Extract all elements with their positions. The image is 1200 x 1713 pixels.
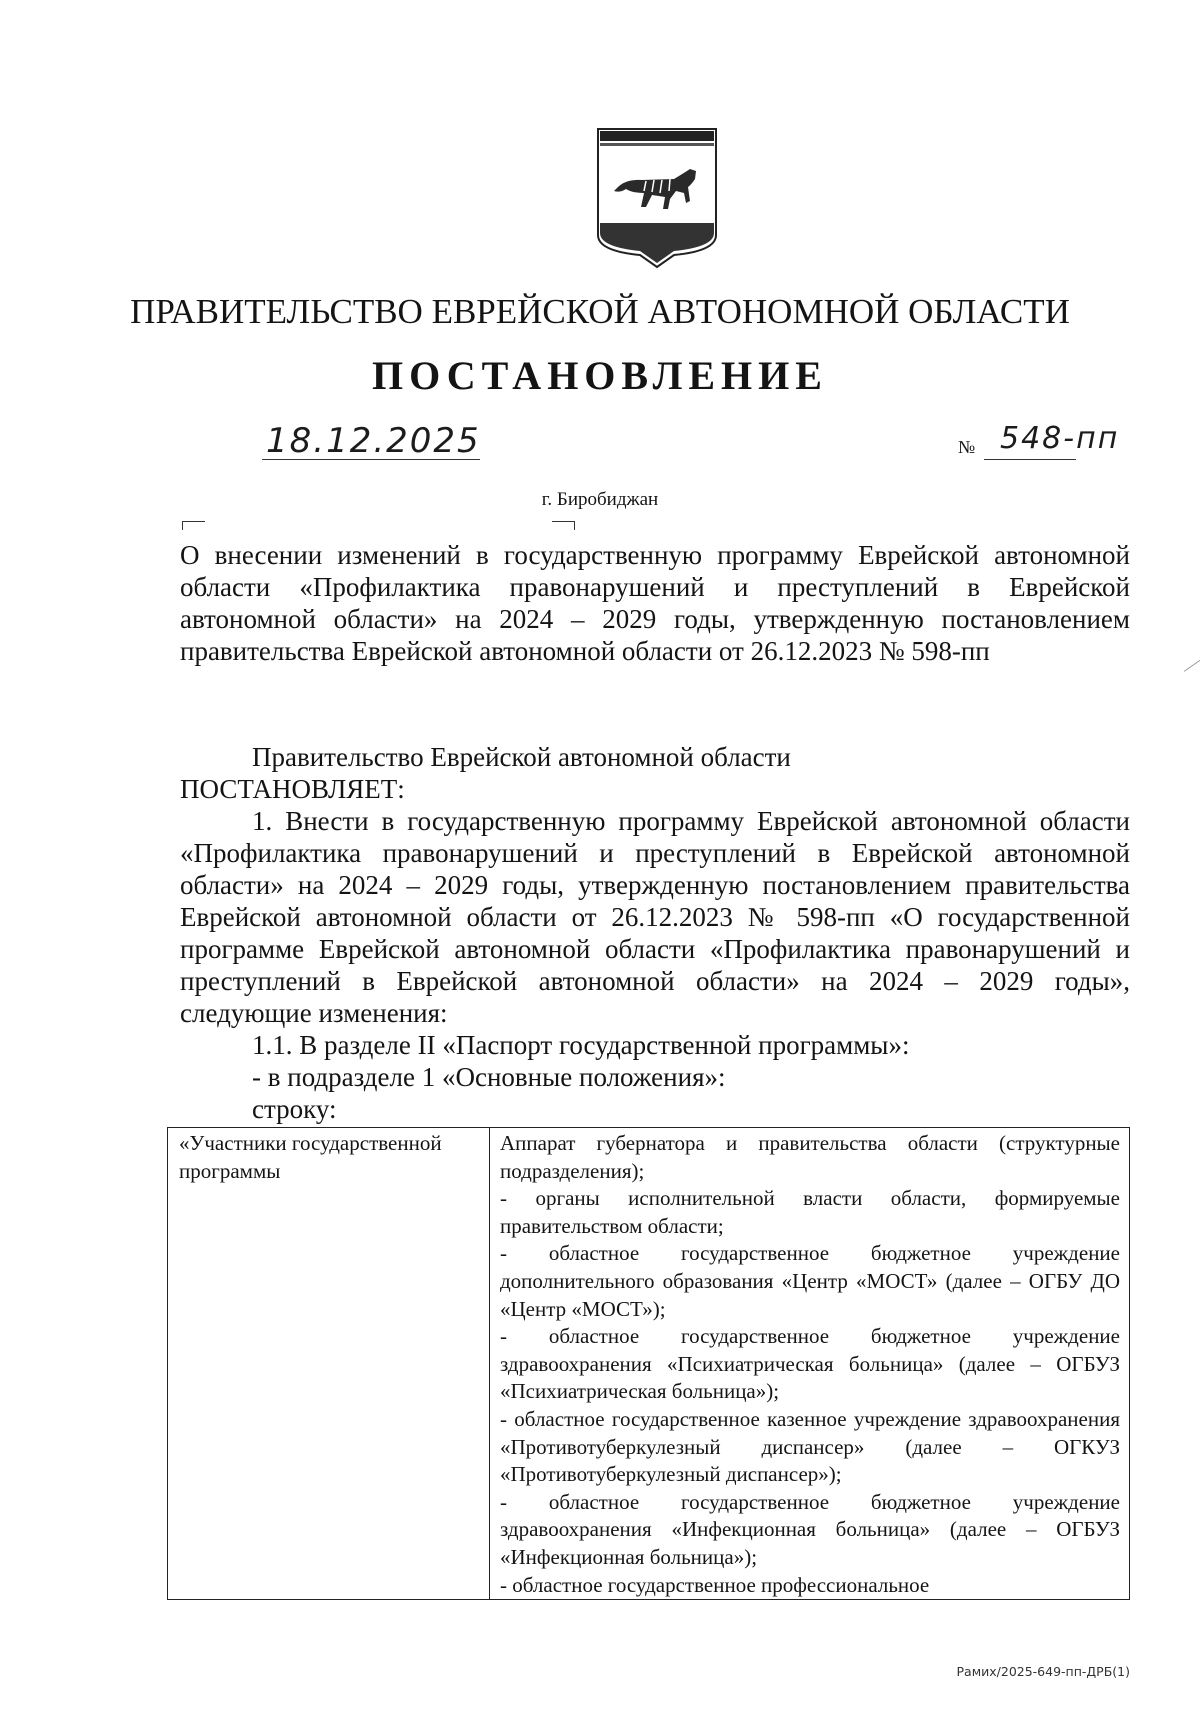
list-item: - областное государственное бюджетное учреждение здравоохранения «Психиатрическая больница» (далее – ОГБУЗ «Психиатрическая больница»); [500,1324,1120,1404]
number-sign: № [958,437,976,457]
table-value-cell [490,1128,1130,1600]
list-item: - областное государственное казенное учреждение здравоохранения «Противотуберкулезный диспансер» (далее – ОГКУЗ «Противотуберкулезный диспансер»); [500,1406,1120,1487]
subsection-1: - в подразделе 1 «Основные положения»: [252,1062,726,1092]
government-title: ПРАВИТЕЛЬСТВО ЕВРЕЙСКОЙ АВТОНОМНОЙ ОБЛАСТИ [130,292,1070,331]
table-row [168,1128,1130,1600]
list-item: - областное государственное профессиональное [500,1572,930,1597]
subject-right-bracket [552,521,575,530]
coat-of-arms-tiger-icon [596,127,718,269]
preamble: Правительство Еврейской автономной области [252,742,791,772]
handwritten-date: 18.12.2025 [266,421,481,461]
list-item: - областное государственное бюджетное учреждение дополнительного образования «Центр «МОСТ» (далее – ОГБУ ДО «Центр «МОСТ»); [500,1241,1120,1321]
list-item: - областное государственное бюджетное учреждение здравоохранения «Инфекционная больница» (далее – ОГБУЗ «Инфекционная больница»); [500,1489,1120,1569]
date-underline [262,459,480,460]
resolves-word: ПОСТАНОВЛЯЕТ: [180,774,405,804]
item-1-1: 1.1. В разделе II «Паспорт государственной программы»: [252,1030,910,1060]
list-item: Аппарат губернатора и правительства области (структурные подразделения); [500,1131,1120,1183]
passport-table [167,1127,1130,1600]
item-1: 1. Внести в государственную программу Еврейской автономной области «Профилактика правонарушений и преступлений в Еврейской автономной области» на 2024 – 2029 годы, утвержденную постановлением правительства Еврейской автономной области от 26.12.2023 № 598-пп «О государственной программе Еврейской автономной области «Профилактика правонарушений и преступлений в Еврейской автономной области» на 2024 – 2029 годы», следующие изменения: [180,806,1130,1028]
handwritten-number: 548-пп [1000,421,1120,456]
document-subject: О внесении изменений в государственную программу Еврейской автономной области «Профилактика правонарушений и преступлений в Еврейской автономной области» на 2024 – 2029 годы, утвержденную постановлением правительства Еврейской автономной области от 26.12.2023 № 598-пп [180,540,1130,666]
row-word: строку: [252,1094,337,1124]
document-footer-code: Рамих/2025-649-пп-ДРБ(1) [956,1664,1130,1679]
document-type-title: ПОСТАНОВЛЕНИЕ [372,353,828,398]
subject-left-bracket [182,521,205,530]
scan-artifact [1184,657,1200,672]
number-underline [984,459,1076,460]
city-name: г. Биробиджан [541,489,659,510]
table-label-cell: «Участники государственной программы [168,1128,490,1600]
list-item: - органы исполнительной власти области, формируемые правительством области; [500,1186,1120,1238]
